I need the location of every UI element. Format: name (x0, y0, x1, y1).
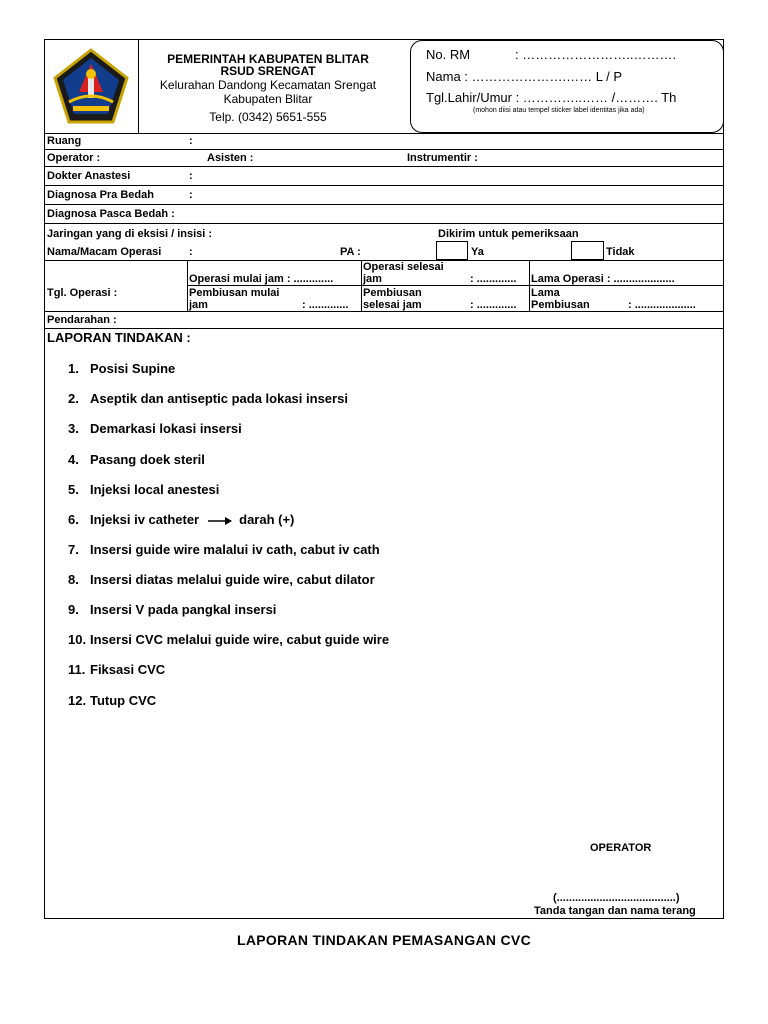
pembiusan-selesai-label-1: Pembiusan (363, 287, 422, 299)
dob-age-field[interactable]: Tgl.Lahir/Umur : …………..…… /………. Th (426, 90, 677, 105)
document-title: LAPORAN TINDAKAN PEMASANGAN CVC (237, 932, 531, 948)
list-item (68, 512, 294, 527)
step-number: 3. (68, 421, 79, 436)
list-item (68, 542, 380, 557)
rule-tgl-mid (187, 285, 724, 286)
lama-operasi-field[interactable]: Lama Operasi : .................... (531, 273, 675, 285)
ruang-label: Ruang (47, 135, 82, 147)
step-number: 7. (68, 542, 79, 557)
step-text: Aseptik dan antiseptic pada lokasi insersi (90, 391, 348, 406)
tidak-label: Tidak (606, 246, 635, 258)
step-text: Demarkasi lokasi insersi (90, 421, 242, 436)
list-item (68, 452, 205, 467)
list-item (68, 602, 276, 617)
step-number: 8. (68, 572, 79, 587)
lama-pembiusan-label-1: Lama (531, 287, 560, 299)
rm-value[interactable]: : ……………………..………. (515, 47, 677, 62)
operasi-selesai-label-1: Operasi selesai (363, 261, 444, 273)
diagnosa-pasca-label[interactable]: Diagnosa Pasca Bedah : (47, 208, 175, 220)
step-text: Fiksasi CVC (90, 662, 166, 677)
step-text: Insersi CVC melalui guide wire, cabut guide wire (90, 632, 390, 647)
step-text: Injeksi iv catheter (90, 512, 200, 527)
address-line-2: Kabupaten Blitar (223, 92, 313, 106)
step-number: 11. (68, 662, 86, 677)
name-field[interactable]: Nama : ………………….…… L / P (426, 69, 622, 84)
nama-operasi-colon[interactable]: : (189, 246, 193, 258)
pa-label: PA : (340, 246, 361, 258)
hospital-name: RSUD SRENGAT (220, 64, 316, 78)
pembiusan-mulai-label-2: jam (189, 299, 208, 311)
rule-tgl (44, 311, 724, 312)
pembiusan-selesai-label-2: selesai jam (363, 299, 422, 311)
operator-signature-label: OPERATOR (590, 842, 652, 854)
diagnosa-pra-label: Diagnosa Pra Bedah (47, 189, 154, 201)
list-item (68, 391, 348, 406)
patient-identity-box (410, 40, 724, 133)
list-item (68, 662, 165, 677)
step-result-text: darah (+) (239, 512, 295, 527)
lama-pembiusan-field[interactable]: : .................... (628, 299, 696, 311)
step-text: Insersi guide wire malalui iv cath, cabut iv cath (90, 542, 380, 557)
rule-operator (44, 166, 724, 167)
jaringan-label[interactable]: Jaringan yang di eksisi / insisi : (47, 228, 213, 240)
rule-header (44, 133, 724, 134)
address-line-1: Kelurahan Dandong Kecamatan Srengat (159, 78, 377, 92)
step-text: Tutup CVC (90, 693, 157, 708)
step-number: 10. (68, 632, 87, 647)
list-item (68, 361, 175, 376)
blitar-emblem-logo (51, 46, 131, 126)
instrumentir-label: Instrumentir : (407, 152, 478, 164)
step-text: Pasang doek steril (90, 452, 205, 467)
step-number: 6. (68, 512, 79, 527)
step-number: 9. (68, 602, 79, 617)
operasi-selesai-label-2: jam (363, 273, 382, 285)
rm-label: No. RM (426, 47, 471, 62)
rule-pendarahan (44, 328, 724, 329)
tidak-checkbox[interactable] (571, 241, 604, 260)
step-number: 5. (68, 482, 79, 497)
asisten-label: Asisten : (207, 152, 254, 164)
phone-number: Telp. (0342) 5651-555 (209, 110, 327, 124)
signature-caption: Tanda tangan dan nama terang (534, 905, 696, 917)
rule-ruang (44, 149, 724, 150)
diagnosa-pra-colon[interactable]: : (189, 189, 193, 201)
ya-checkbox[interactable] (436, 241, 468, 260)
list-item (68, 693, 156, 708)
gov-name: PEMERINTAH KABUPATEN BLITAR (167, 52, 369, 66)
ruang-colon[interactable]: : (189, 135, 193, 147)
tgl-operasi-label: Tgl. Operasi : (47, 287, 118, 299)
form-frame (44, 39, 724, 919)
rule-pasca (44, 223, 724, 224)
institution-header (139, 39, 397, 133)
list-item (68, 482, 219, 497)
dikirim-label: Dikirim untuk pemeriksaan (438, 228, 579, 240)
step-number: 1. (68, 361, 79, 376)
step-text: Injeksi local anestesi (90, 482, 220, 497)
vrule-1 (187, 260, 188, 311)
sticker-note: (mohon diisi atau tempel sticker label identitas jika ada) (473, 107, 645, 114)
pembiusan-mulai-label-1: Pembiusan mulai (189, 287, 280, 299)
rule-pra (44, 204, 724, 205)
step-number: 2. (68, 391, 79, 406)
vrule-3 (529, 260, 530, 311)
list-item (68, 632, 389, 647)
pembiusan-selesai-field[interactable]: : ............. (470, 299, 517, 311)
list-item (68, 572, 375, 587)
signature-blank[interactable]: (.......................................) (553, 892, 680, 904)
logo-cell (44, 39, 139, 133)
lama-pembiusan-label-2: Pembiusan (531, 299, 590, 311)
pendarahan-label[interactable]: Pendarahan : (47, 314, 117, 326)
pembiusan-mulai-field[interactable]: : ............. (302, 299, 349, 311)
step-number: 4. (68, 452, 79, 467)
operator-label: Operator : (47, 152, 101, 164)
step-text: Insersi diatas melalui guide wire, cabut dilator (90, 572, 375, 587)
step-text: Posisi Supine (90, 361, 176, 376)
laporan-title: LAPORAN TINDAKAN : (47, 330, 191, 345)
dokter-anastesi-colon[interactable]: : (189, 170, 193, 182)
nama-operasi-label: Nama/Macam Operasi (47, 246, 162, 258)
operasi-mulai-field[interactable]: Operasi mulai jam : ............. (189, 273, 334, 285)
list-item (68, 421, 242, 436)
rule-dokter (44, 185, 724, 186)
operasi-selesai-field[interactable]: : ............. (470, 273, 517, 285)
step-text: Insersi V pada pangkal insersi (90, 602, 277, 617)
right-arrow-icon (207, 516, 233, 526)
step-number: 12. (68, 693, 87, 708)
dokter-anastesi-label: Dokter Anastesi (47, 170, 131, 182)
ya-label: Ya (471, 246, 484, 258)
vrule-2 (361, 260, 362, 311)
